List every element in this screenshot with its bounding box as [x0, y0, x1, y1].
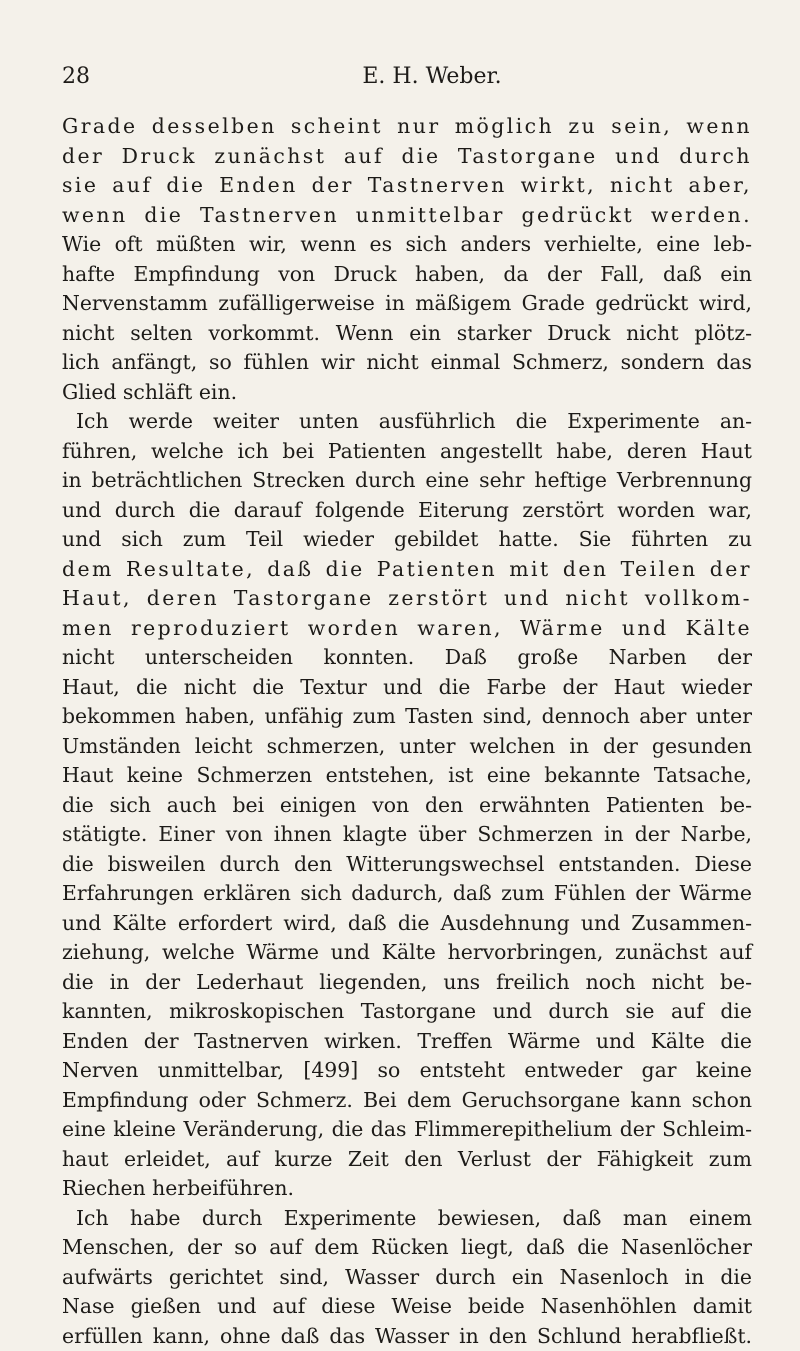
text-line: aufwärts gerichtet sind, Wasser durch ein Nasenloch in die	[62, 1263, 752, 1293]
text-line: Empfindung oder Schmerz. Bei dem Geruchsorgane kann schon	[62, 1086, 752, 1116]
text-line: die in der Lederhaut liegenden, uns freilich noch nicht be-	[62, 968, 752, 998]
text-line: kannten, mikroskopischen Tastorgane und durch sie auf die	[62, 997, 752, 1027]
text-line: Nervenstamm zufälligerweise in mäßigem Grade gedrückt wird,	[62, 289, 752, 319]
text-line: ziehung, welche Wärme und Kälte hervorbringen, zunächst auf	[62, 938, 752, 968]
text-line: erfüllen kann, ohne daß das Wasser in den Schlund herabfließt.	[62, 1322, 752, 1351]
text-line: Haut keine Schmerzen entstehen, ist eine bekannte Tatsache,	[62, 761, 752, 791]
text-line: nicht unterscheiden konnten. Daß große Narben der	[62, 643, 752, 673]
text-line: in beträchtlichen Strecken durch eine sehr heftige Verbrennung	[62, 466, 752, 496]
text-line: Wie oft müßten wir, wenn es sich anders verhielte, eine leb-	[62, 230, 752, 260]
page-number: 28	[62, 64, 90, 89]
text-line: und sich zum Teil wieder gebildet hatte. Sie führten zu	[62, 525, 752, 555]
text-line: haut erleidet, auf kurze Zeit den Verlust der Fähigkeit zum	[62, 1145, 752, 1175]
text-line: Erfahrungen erklären sich dadurch, daß zum Fühlen der Wärme	[62, 879, 752, 909]
text-line: wenn die Tastnerven unmittelbar gedrückt werden.	[62, 201, 752, 231]
text-line: Haut, deren Tastorgane zerstört und nicht vollkom-	[62, 584, 752, 614]
body-text	[62, 112, 752, 1351]
text-line: eine kleine Veränderung, die das Flimmerepithelium der Schleim-	[62, 1115, 752, 1145]
text-line: Ich werde weiter unten ausführlich die Experimente an-	[62, 407, 752, 437]
text-line: nicht selten vorkommt. Wenn ein starker Druck nicht plötz-	[62, 319, 752, 349]
text-line: und durch die darauf folgende Eiterung zerstört worden war,	[62, 496, 752, 526]
running-head: E. H. Weber.	[62, 64, 800, 89]
text-line: führen, welche ich bei Patienten angestellt habe, deren Haut	[62, 437, 752, 467]
text-line: bekommen haben, unfähig zum Tasten sind, dennoch aber unter	[62, 702, 752, 732]
text-line: Haut, die nicht die Textur und die Farbe der Haut wieder	[62, 673, 752, 703]
text-line: Nase gießen und auf diese Weise beide Nasenhöhlen damit	[62, 1292, 752, 1322]
text-line: der Druck zunächst auf die Tastorgane und durch	[62, 142, 752, 172]
text-line: die sich auch bei einigen von den erwähnten Patienten be-	[62, 791, 752, 821]
text-line: hafte Empfindung von Druck haben, da der Fall, daß ein	[62, 260, 752, 290]
text-line: Enden der Tastnerven wirken. Treffen Wärme und Kälte die	[62, 1027, 752, 1057]
text-line: stätigte. Einer von ihnen klagte über Schmerzen in der Narbe,	[62, 820, 752, 850]
text-line: Grade desselben scheint nur möglich zu sein, wenn	[62, 112, 752, 142]
text-line: Umständen leicht schmerzen, unter welchen in der gesunden	[62, 732, 752, 762]
text-line: lich anfängt, so fühlen wir nicht einmal Schmerz, sondern das	[62, 348, 752, 378]
text-line: Menschen, der so auf dem Rücken liegt, daß die Nasenlöcher	[62, 1233, 752, 1263]
text-line: die bisweilen durch den Witterungswechsel entstanden. Diese	[62, 850, 752, 880]
text-line: Nerven unmittelbar, [499] so entsteht entweder gar keine	[62, 1056, 752, 1086]
text-line: Glied schläft ein.	[62, 378, 752, 408]
text-line: und Kälte erfordert wird, daß die Ausdehnung und Zusammen-	[62, 909, 752, 939]
page-header	[62, 64, 742, 94]
text-line: sie auf die Enden der Tastnerven wirkt, nicht aber,	[62, 171, 752, 201]
text-line: dem Resultate, daß die Patienten mit den Teilen der	[62, 555, 752, 585]
text-line: Ich habe durch Experimente bewiesen, daß man einem	[62, 1204, 752, 1234]
text-line: men reproduziert worden waren, Wärme und Kälte	[62, 614, 752, 644]
text-line: Riechen herbeiführen.	[62, 1174, 752, 1204]
